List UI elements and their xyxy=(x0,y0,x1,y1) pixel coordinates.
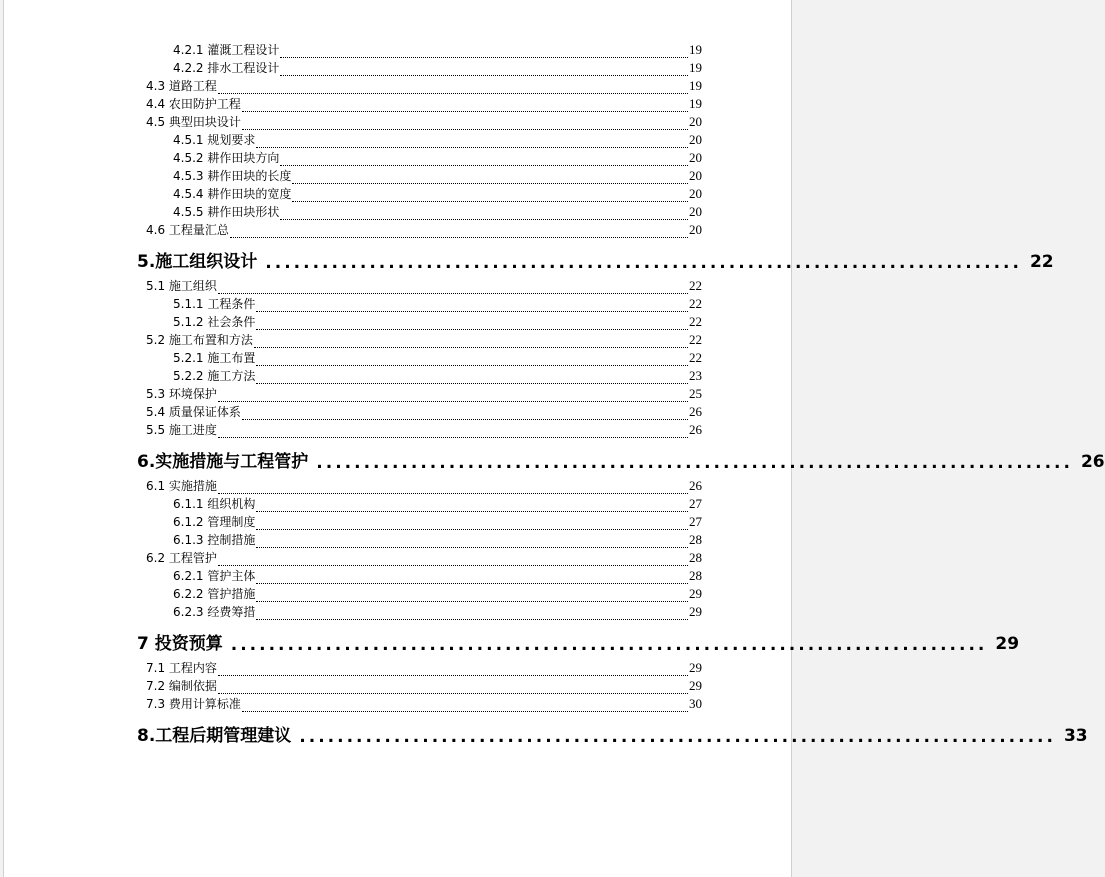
toc-section[interactable] xyxy=(146,332,702,348)
toc-page-number: 19 xyxy=(689,78,702,93)
toc-page-number: 29 xyxy=(689,660,702,675)
toc-page-number: 29 xyxy=(689,678,702,693)
toc-entry-label: 5.3 环境保护 xyxy=(146,387,217,401)
toc-dot-leader xyxy=(256,329,688,330)
toc-subsection[interactable] xyxy=(173,204,702,220)
toc-subsection[interactable] xyxy=(173,586,702,602)
toc-subsection[interactable] xyxy=(173,42,702,58)
toc-entry-label: 4.5.5 耕作田块形状 xyxy=(173,205,280,219)
toc-page-number: 22 xyxy=(689,278,702,293)
toc-page-number: 20 xyxy=(689,222,702,237)
toc-entry-label: 6.1 实施措施 xyxy=(146,479,217,493)
toc-section[interactable] xyxy=(146,96,702,112)
toc-entry-label: 6.2.2 管护措施 xyxy=(173,587,256,601)
toc-section[interactable] xyxy=(146,386,702,402)
toc-subsection[interactable] xyxy=(173,314,702,330)
toc-entry-label: 5.1.2 社会条件 xyxy=(173,315,256,329)
toc-section[interactable] xyxy=(146,78,702,94)
toc-dot-leader xyxy=(218,437,688,438)
toc-entry-label: 4.5.2 耕作田块方向 xyxy=(173,151,280,165)
toc-section[interactable] xyxy=(146,550,702,566)
toc-chapter[interactable] xyxy=(137,248,1054,273)
toc-page-number: 28 xyxy=(689,532,702,547)
toc-page-number: 29 xyxy=(689,604,702,619)
toc-dot-leader: ................................................................................ xyxy=(316,453,1073,473)
toc-entry-label: 6.2.1 管护主体 xyxy=(173,569,256,583)
toc-dot-leader xyxy=(218,493,688,494)
toc-entry-label: 7.1 工程内容 xyxy=(146,661,217,675)
toc-entry-label: 6.2 工程管护 xyxy=(146,551,217,565)
toc-dot-leader xyxy=(242,711,688,712)
toc-entry-label: 4.5.4 耕作田块的宽度 xyxy=(173,187,292,201)
toc-chapter[interactable] xyxy=(137,722,1088,747)
toc-subsection[interactable] xyxy=(173,514,702,530)
toc-dot-leader xyxy=(230,237,688,238)
toc-dot-leader xyxy=(218,675,688,676)
toc-page-number: 22 xyxy=(689,314,702,329)
toc-entry-label: 5.4 质量保证体系 xyxy=(146,405,241,419)
toc-entry-label: 4.5 典型田块设计 xyxy=(146,115,241,129)
toc-dot-leader xyxy=(256,583,688,584)
toc-section[interactable] xyxy=(146,404,702,420)
toc-dot-leader xyxy=(218,93,688,94)
toc-subsection[interactable] xyxy=(173,150,702,166)
toc-page-number: 29 xyxy=(689,586,702,601)
toc-page-number: 20 xyxy=(689,186,702,201)
toc-page-number: 22 xyxy=(1029,252,1054,272)
toc-section[interactable] xyxy=(146,478,702,494)
toc-page-number: 22 xyxy=(689,296,702,311)
toc-entry-label: 4.3 道路工程 xyxy=(146,79,217,93)
toc-subsection[interactable] xyxy=(173,532,702,548)
toc-chapter[interactable] xyxy=(137,630,1020,655)
toc-entry-label: 6.实施措施与工程管护 xyxy=(137,452,309,472)
toc-dot-leader xyxy=(218,693,688,694)
toc-page-number: 20 xyxy=(689,132,702,147)
toc-page-number: 20 xyxy=(689,204,702,219)
document-page xyxy=(3,0,1105,877)
toc-entry-label: 7.3 费用计算标准 xyxy=(146,697,241,711)
toc-entry-label: 5.2.1 施工布置 xyxy=(173,351,256,365)
toc-dot-leader xyxy=(292,183,688,184)
toc-entry-label: 4.4 农田防护工程 xyxy=(146,97,241,111)
toc-dot-leader xyxy=(256,383,688,384)
toc-dot-leader xyxy=(280,219,688,220)
toc-dot-leader xyxy=(218,401,688,402)
toc-dot-leader xyxy=(218,293,688,294)
toc-section[interactable] xyxy=(146,678,702,694)
toc-section[interactable] xyxy=(146,660,702,676)
toc-dot-leader xyxy=(256,147,688,148)
toc-entry-label: 7 投资预算 xyxy=(137,634,223,654)
toc-section[interactable] xyxy=(146,114,702,130)
toc-page-number: 26 xyxy=(689,422,702,437)
toc-entry-label: 4.6 工程量汇总 xyxy=(146,223,229,237)
toc-subsection[interactable] xyxy=(173,132,702,148)
toc-dot-leader: ................................................................................ xyxy=(230,635,988,655)
toc-dot-leader: ................................................................................ xyxy=(299,727,1056,747)
toc-dot-leader xyxy=(280,75,688,76)
toc-entry-label: 5.5 施工进度 xyxy=(146,423,217,437)
toc-entry-label: 6.1.3 控制措施 xyxy=(173,533,256,547)
toc-entry-label: 4.5.3 耕作田块的长度 xyxy=(173,169,292,183)
toc-dot-leader xyxy=(254,347,688,348)
toc-entry-label: 8.工程后期管理建议 xyxy=(137,726,292,746)
toc-page-number: 30 xyxy=(689,696,702,711)
toc-entry-label: 5.1.1 工程条件 xyxy=(173,297,256,311)
toc-dot-leader xyxy=(242,129,688,130)
toc-entry-label: 4.5.1 规划要求 xyxy=(173,133,256,147)
toc-page-number: 33 xyxy=(1063,726,1088,746)
toc-dot-leader xyxy=(256,601,688,602)
toc-dot-leader: ................................................................................ xyxy=(265,253,1022,273)
toc-dot-leader xyxy=(242,419,688,420)
toc-dot-leader xyxy=(256,619,688,620)
toc-page-number: 19 xyxy=(689,42,702,57)
toc-page-number: 20 xyxy=(689,114,702,129)
toc-section[interactable] xyxy=(146,422,702,438)
toc-page-number: 27 xyxy=(689,496,702,511)
toc-entry-label: 4.2.2 排水工程设计 xyxy=(173,61,280,75)
toc-entry-label: 6.1.2 管理制度 xyxy=(173,515,256,529)
toc-entry-label: 5.2.2 施工方法 xyxy=(173,369,256,383)
toc-page-number: 26 xyxy=(1080,452,1105,472)
toc-entry-label: 6.2.3 经费筹措 xyxy=(173,605,256,619)
toc-dot-leader xyxy=(256,511,688,512)
toc-subsection[interactable] xyxy=(173,296,702,312)
toc-dot-leader xyxy=(242,111,688,112)
toc-dot-leader xyxy=(256,311,688,312)
toc-subsection[interactable] xyxy=(173,186,702,202)
toc-section[interactable] xyxy=(146,696,702,712)
toc-entry-label: 6.1.1 组织机构 xyxy=(173,497,256,511)
toc-page-number: 25 xyxy=(689,386,702,401)
toc-page-number: 19 xyxy=(689,96,702,111)
toc-page-number: 27 xyxy=(689,514,702,529)
toc-subsection[interactable] xyxy=(173,168,702,184)
toc-entry-label: 4.2.1 灌溉工程设计 xyxy=(173,43,280,57)
toc-page-number: 28 xyxy=(689,568,702,583)
toc-dot-leader xyxy=(256,365,688,366)
toc-entry-label: 5.施工组织设计 xyxy=(137,252,258,272)
toc-page-number: 20 xyxy=(689,150,702,165)
toc-page-number: 22 xyxy=(689,350,702,365)
toc-page-number: 26 xyxy=(689,478,702,493)
toc-dot-leader xyxy=(256,529,688,530)
toc-entry-label: 5.1 施工组织 xyxy=(146,279,217,293)
toc-subsection[interactable] xyxy=(173,60,702,76)
toc-section[interactable] xyxy=(146,278,702,294)
toc-page-number: 29 xyxy=(995,634,1020,654)
toc-entry-label: 5.2 施工布置和方法 xyxy=(146,333,253,347)
toc-subsection[interactable] xyxy=(173,496,702,512)
toc-section[interactable] xyxy=(146,222,702,238)
toc-dot-leader xyxy=(280,165,688,166)
toc-page-number: 23 xyxy=(689,368,702,383)
toc-dot-leader xyxy=(280,57,688,58)
toc-entry-label: 7.2 编制依据 xyxy=(146,679,217,693)
toc-page-number: 26 xyxy=(689,404,702,419)
toc-dot-leader xyxy=(292,201,688,202)
toc-page-number: 20 xyxy=(689,168,702,183)
toc-page-number: 28 xyxy=(689,550,702,565)
toc-chapter[interactable] xyxy=(137,448,1105,473)
toc-dot-leader xyxy=(218,565,688,566)
toc-subsection[interactable] xyxy=(173,350,702,366)
toc-subsection[interactable] xyxy=(173,368,702,384)
toc-dot-leader xyxy=(256,547,688,548)
toc-subsection[interactable] xyxy=(173,604,702,620)
toc-subsection[interactable] xyxy=(173,568,702,584)
toc-page-number: 22 xyxy=(689,332,702,347)
toc-page-number: 19 xyxy=(689,60,702,75)
